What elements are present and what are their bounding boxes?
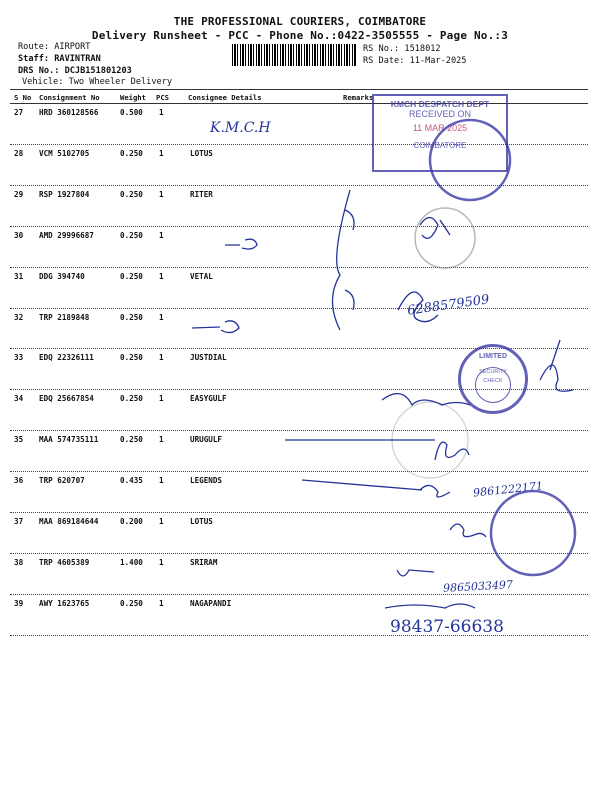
row-consignee: LOTUS	[190, 517, 213, 526]
row-weight: 0.250	[120, 189, 143, 199]
row-pcs: 1	[159, 312, 164, 322]
row-weight: 0.250	[120, 230, 143, 240]
row-weight: 1.400	[120, 557, 143, 567]
stamp-received-label: RECEIVED ON	[408, 109, 471, 119]
row-sno: 37	[14, 517, 24, 526]
row-consignee: LEGENDS	[190, 476, 223, 486]
row-weight: 0.250	[120, 148, 143, 158]
row-pcs: 1	[159, 353, 164, 363]
row-pcs: 1	[159, 230, 164, 240]
round-seal-1	[430, 120, 510, 200]
col-pcs: PCS	[156, 93, 169, 102]
rs-number: RS No.: 1518012	[363, 44, 441, 54]
row-pcs: 1	[159, 476, 164, 486]
col-sno: S No	[14, 93, 32, 102]
row-pcs: 1	[159, 435, 164, 445]
row-weight: 0.200	[120, 517, 143, 526]
row-sno: 30	[14, 230, 24, 240]
row-sno: 31	[14, 271, 24, 281]
row-pcs: 1	[159, 598, 164, 608]
signature-38	[397, 570, 434, 576]
signature-32b	[398, 292, 438, 322]
stamp-security-text: SECURITY CHECK	[475, 367, 511, 403]
row-consignment: VCM 5102705	[39, 148, 90, 158]
signature-32	[192, 321, 239, 333]
row-pcs: 1	[159, 557, 164, 567]
row-consignee: LOTUS	[190, 148, 213, 158]
row-pcs: 1	[159, 108, 164, 117]
col-consignment: Consignment No	[39, 93, 100, 102]
row-consignment: EDQ 22326111	[39, 353, 94, 363]
row-sno: 34	[14, 394, 24, 404]
row-sno: 27	[14, 108, 24, 117]
row-weight: 0.250	[120, 598, 143, 608]
round-seal-2	[491, 491, 575, 575]
row-consignment: EDQ 25667854	[39, 394, 94, 404]
row-consignee: URUGULF	[190, 435, 223, 445]
row-sno: 36	[14, 476, 24, 486]
row-consignee: EASYGULF	[190, 394, 227, 404]
company-title: THE PROFESSIONAL COURIERS, COIMBATORE	[173, 15, 427, 28]
signature-33	[540, 340, 573, 391]
row-consignment: AWY 1623765	[39, 598, 90, 608]
row-consignee: NAGAPANDI	[190, 598, 232, 608]
col-remarks: Remarks	[343, 93, 374, 102]
rs-date: RS Date: 11-Mar-2025	[363, 56, 467, 66]
signature-39	[385, 604, 475, 608]
col-weight: Weight	[120, 93, 146, 102]
drs-number: DRS No.: DCJB151801203	[18, 66, 132, 76]
row-pcs: 1	[159, 189, 164, 199]
row-weight: 0.435	[120, 476, 143, 486]
handwriting-phone-37: 9861222171	[472, 479, 544, 500]
stamp-date: 11 MAR 2025	[412, 123, 468, 133]
row-consignee: VETAL	[190, 271, 213, 281]
row-sno: 32	[14, 312, 24, 322]
round-seal-faint	[415, 208, 475, 268]
row-consignee: SRIRAM	[190, 557, 218, 567]
row-pcs: 1	[159, 394, 164, 404]
handwriting-phone-39: 98437-66638	[390, 617, 504, 637]
row-weight: 0.250	[120, 271, 143, 281]
row-consignee: JUSTDIAL	[190, 353, 227, 363]
row-consignment: TRP 2189848	[39, 312, 90, 322]
row-sno: 28	[14, 148, 24, 158]
row-pcs: 1	[159, 271, 164, 281]
row-weight: 0.250	[120, 353, 143, 363]
row-consignment: RSP 1927804	[39, 189, 90, 199]
signature-34	[382, 394, 470, 405]
row-consignment: MAA 869184644	[39, 517, 99, 526]
row-sno: 33	[14, 353, 24, 363]
signature-37	[450, 524, 486, 537]
row-consignee: RITER	[190, 189, 213, 199]
row-weight: 0.250	[120, 394, 143, 404]
handwriting-phone-38: 9865033497	[442, 578, 514, 595]
row-consignment: DDG 394740	[39, 271, 85, 281]
stamp-dept-label: KMCH DESPATCH DEPT	[390, 99, 490, 109]
row-consignment: TRP 4605389	[39, 557, 90, 567]
signature-36	[302, 480, 450, 497]
vehicle: Vehicle: Two Wheeler Delivery	[22, 77, 173, 87]
stamp-limited-text: LIMITED	[479, 353, 507, 360]
row-consignment: TRP 620707	[39, 476, 85, 486]
row-consignment: AMD 29996687	[39, 230, 94, 240]
signature-30b	[420, 218, 450, 239]
row-sno: 39	[14, 598, 24, 608]
signature-30	[225, 239, 257, 249]
route: Route: AIRPORT	[18, 42, 91, 52]
row-weight: 0.500	[120, 108, 143, 117]
handwriting-phone-32: 6288579509	[406, 292, 491, 319]
bracket-curls	[345, 210, 354, 310]
row-sno: 38	[14, 557, 24, 567]
runsheet-title: Delivery Runsheet - PCC - Phone No.:0422-3505555 - Page No.:3	[91, 29, 509, 42]
col-consignee: Consignee Details	[188, 93, 262, 102]
row-consignment: HRD 360128566	[39, 108, 99, 117]
row-weight: 0.250	[120, 312, 143, 322]
row-weight: 0.250	[120, 435, 143, 445]
handwriting-kmch: K.M.C.H	[210, 120, 271, 136]
staff: Staff: RAVINTRAN	[18, 54, 101, 64]
row-sno: 29	[14, 189, 24, 199]
row-consignment: MAA 574735111	[39, 435, 99, 445]
row-pcs: 1	[159, 517, 164, 526]
row-sno: 35	[14, 435, 24, 445]
stamp-place: COIMBATORE	[413, 141, 467, 150]
row-pcs: 1	[159, 148, 164, 158]
